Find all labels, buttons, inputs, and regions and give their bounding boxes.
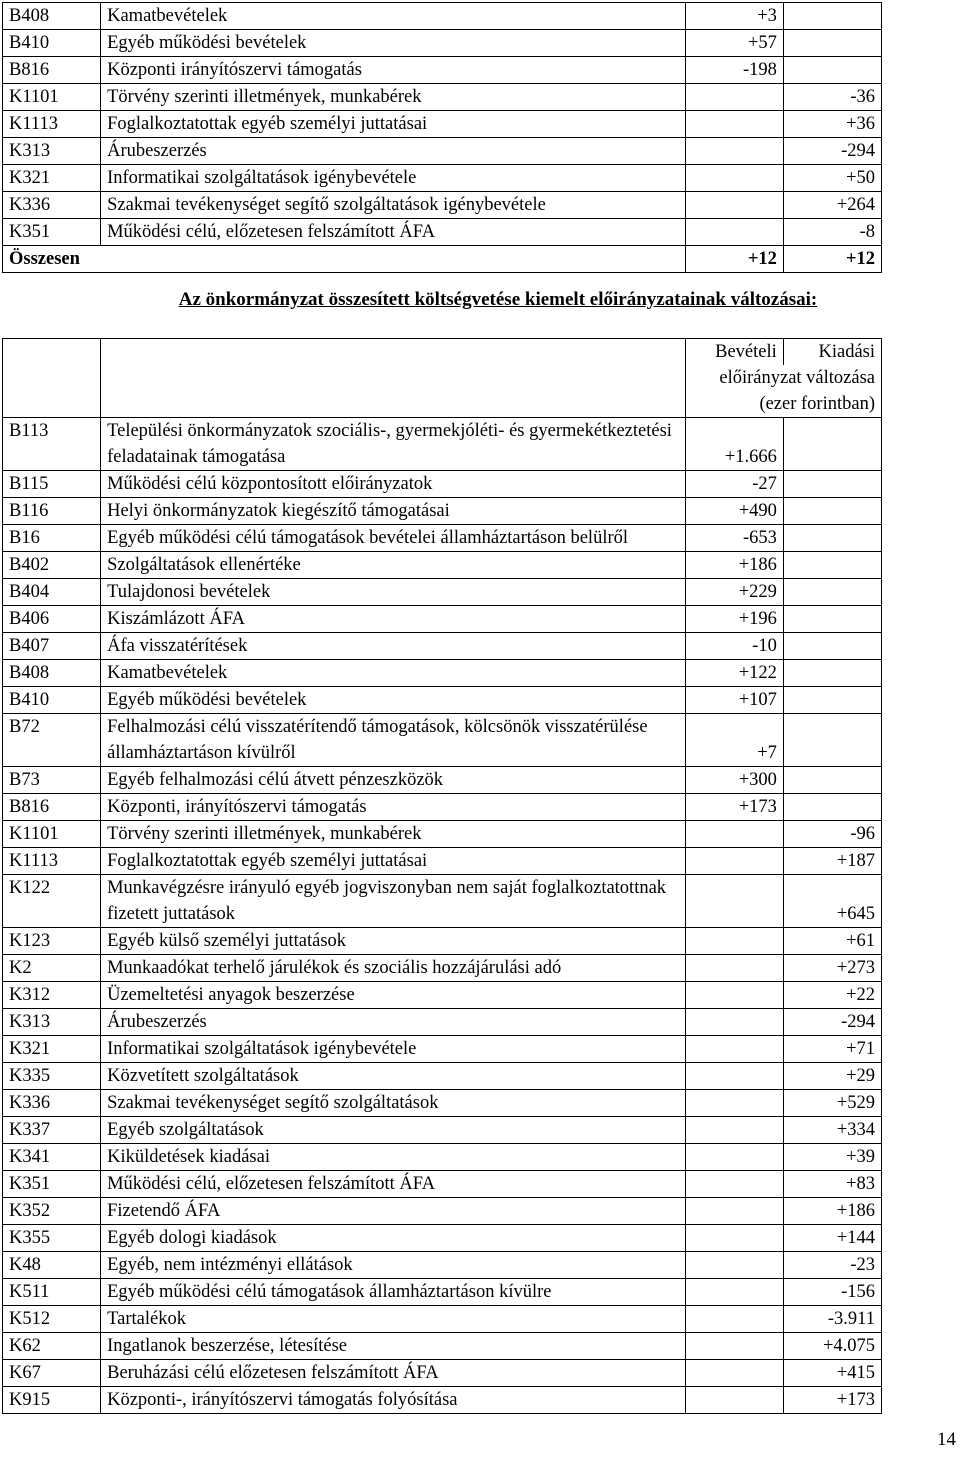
row-revenue <box>685 1117 783 1144</box>
table-row <box>3 1171 882 1198</box>
row-name: Tartalékok <box>101 1306 686 1333</box>
row-expense <box>783 30 881 57</box>
row-code: B816 <box>3 794 101 821</box>
row-expense: +186 <box>783 1198 881 1225</box>
row-name: Helyi önkormányzatok kiegészítő támogatásai <box>101 498 686 525</box>
top-budget-table <box>2 2 882 273</box>
row-revenue: +300 <box>685 767 783 794</box>
row-revenue <box>685 955 783 982</box>
row-code: B113 <box>3 418 101 471</box>
table-row <box>3 3 882 30</box>
row-expense: +4.075 <box>783 1333 881 1360</box>
table-row <box>3 165 882 192</box>
table-row <box>3 138 882 165</box>
row-revenue: +186 <box>685 552 783 579</box>
total-row <box>3 246 882 273</box>
row-expense <box>783 498 881 525</box>
row-expense <box>783 552 881 579</box>
row-code: B16 <box>3 525 101 552</box>
row-code: B408 <box>3 3 101 30</box>
row-expense: +61 <box>783 928 881 955</box>
row-expense: -3.911 <box>783 1306 881 1333</box>
row-name: Kiküldetések kiadásai <box>101 1144 686 1171</box>
row-revenue <box>685 192 783 219</box>
row-expense: -8 <box>783 219 881 246</box>
row-name: Szakmai tevékenységet segítő szolgáltatások <box>101 1090 686 1117</box>
row-expense <box>783 767 881 794</box>
row-expense <box>783 471 881 498</box>
total-revenue: +12 <box>685 246 783 273</box>
row-code: K123 <box>3 928 101 955</box>
row-name: Egyéb működési bevételek <box>101 687 686 714</box>
row-code: K67 <box>3 1360 101 1387</box>
row-code: K511 <box>3 1279 101 1306</box>
row-name: Egyéb, nem intézményi ellátások <box>101 1252 686 1279</box>
row-name: Beruházási célú előzetesen felszámított ÁFA <box>101 1360 686 1387</box>
total-label: Összesen <box>3 246 686 273</box>
table-row <box>3 471 882 498</box>
row-expense: +273 <box>783 955 881 982</box>
row-code: B73 <box>3 767 101 794</box>
row-expense: +264 <box>783 192 881 219</box>
table-row <box>3 525 882 552</box>
row-name: Szakmai tevékenységet segítő szolgáltatások igénybevétele <box>101 192 686 219</box>
row-revenue: +196 <box>685 606 783 633</box>
row-code: K335 <box>3 1063 101 1090</box>
row-name: Egyéb működési célú támogatások államháztartáson kívülre <box>101 1279 686 1306</box>
row-name: Árubeszerzés <box>101 138 686 165</box>
table-row <box>3 1036 882 1063</box>
row-revenue: +1.666 <box>685 418 783 471</box>
row-name: Egyéb felhalmozási célú átvett pénzeszközök <box>101 767 686 794</box>
table-row <box>3 219 882 246</box>
row-name: Foglalkoztatottak egyéb személyi juttatásai <box>101 848 686 875</box>
row-name: Kamatbevételek <box>101 3 686 30</box>
row-expense <box>783 794 881 821</box>
table-row <box>3 1306 882 1333</box>
row-revenue <box>685 1225 783 1252</box>
row-name: Közvetített szolgáltatások <box>101 1063 686 1090</box>
row-name: Egyéb szolgáltatások <box>101 1117 686 1144</box>
table-row <box>3 192 882 219</box>
row-revenue <box>685 848 783 875</box>
row-code: K313 <box>3 1009 101 1036</box>
table-row <box>3 552 882 579</box>
header-unit: (ezer forintban) <box>759 394 875 414</box>
row-name: Törvény szerinti illetmények, munkabérek <box>101 821 686 848</box>
table-row <box>3 1252 882 1279</box>
row-revenue <box>685 1387 783 1414</box>
row-revenue <box>685 138 783 165</box>
row-expense: +173 <box>783 1387 881 1414</box>
row-code: B410 <box>3 30 101 57</box>
row-expense <box>783 633 881 660</box>
row-code: K352 <box>3 1198 101 1225</box>
row-code: K1101 <box>3 821 101 848</box>
row-expense: +415 <box>783 1360 881 1387</box>
table-row <box>3 633 882 660</box>
row-name: Központi-, irányítószervi támogatás folyósítása <box>101 1387 686 1414</box>
table-row <box>3 579 882 606</box>
row-expense: +187 <box>783 848 881 875</box>
row-code: K336 <box>3 192 101 219</box>
row-revenue: +7 <box>685 714 783 767</box>
table-row <box>3 1279 882 1306</box>
row-code: K512 <box>3 1306 101 1333</box>
table-row <box>3 1387 882 1414</box>
row-name: Egyéb külső személyi juttatások <box>101 928 686 955</box>
row-revenue <box>685 165 783 192</box>
row-revenue <box>685 1009 783 1036</box>
row-name: Működési célú központosított előirányzatok <box>101 471 686 498</box>
total-expense: +12 <box>783 246 881 273</box>
row-code: K312 <box>3 982 101 1009</box>
table-row <box>3 606 882 633</box>
row-code: K122 <box>3 875 101 928</box>
row-code: K313 <box>3 138 101 165</box>
row-revenue <box>685 1198 783 1225</box>
row-code: K48 <box>3 1252 101 1279</box>
row-expense: +50 <box>783 165 881 192</box>
row-name: Központi irányítószervi támogatás <box>101 57 686 84</box>
row-name: Települési önkormányzatok szociális-, gyermekjóléti- és gyermekétkeztetési feladatainak támogatása <box>101 418 686 471</box>
row-revenue <box>685 1279 783 1306</box>
row-code: K915 <box>3 1387 101 1414</box>
row-code: K1101 <box>3 84 101 111</box>
header-empty-name <box>101 339 686 418</box>
row-expense: +529 <box>783 1090 881 1117</box>
row-code: K62 <box>3 1333 101 1360</box>
row-revenue: -198 <box>685 57 783 84</box>
row-name: Üzemeltetési anyagok beszerzése <box>101 982 686 1009</box>
row-expense <box>783 525 881 552</box>
table-row <box>3 928 882 955</box>
table-row <box>3 1144 882 1171</box>
row-expense: -36 <box>783 84 881 111</box>
row-code: B72 <box>3 714 101 767</box>
row-expense: -294 <box>783 138 881 165</box>
row-code: K2 <box>3 955 101 982</box>
row-code: B408 <box>3 660 101 687</box>
row-expense: -156 <box>783 1279 881 1306</box>
row-code: B115 <box>3 471 101 498</box>
row-name: Foglalkoztatottak egyéb személyi juttatásai <box>101 111 686 138</box>
row-expense: +144 <box>783 1225 881 1252</box>
row-name: Törvény szerinti illetmények, munkabérek <box>101 84 686 111</box>
row-name: Áfa visszatérítések <box>101 633 686 660</box>
row-expense: -294 <box>783 1009 881 1036</box>
row-expense <box>783 418 881 471</box>
table-row <box>3 875 882 928</box>
row-code: K1113 <box>3 848 101 875</box>
row-code: B116 <box>3 498 101 525</box>
table-row <box>3 848 882 875</box>
header-expense-label: Kiadási <box>818 342 875 362</box>
header-column-labels <box>685 339 881 418</box>
row-revenue <box>685 1144 783 1171</box>
row-revenue: -653 <box>685 525 783 552</box>
table-row <box>3 1009 882 1036</box>
row-name: Egyéb működési célú támogatások bevételei államháztartáson belülről <box>101 525 686 552</box>
row-revenue: +107 <box>685 687 783 714</box>
table-row <box>3 84 882 111</box>
table-row <box>3 687 882 714</box>
row-revenue <box>685 982 783 1009</box>
row-revenue: +122 <box>685 660 783 687</box>
row-name: Kiszámlázott ÁFA <box>101 606 686 633</box>
row-name: Egyéb dologi kiadások <box>101 1225 686 1252</box>
table-row <box>3 57 882 84</box>
row-expense <box>783 660 881 687</box>
table-row <box>3 498 882 525</box>
row-expense: +645 <box>783 875 881 928</box>
row-expense: +39 <box>783 1144 881 1171</box>
row-expense <box>783 606 881 633</box>
row-name: Felhalmozási célú visszatérítendő támogatások, kölcsönök visszatérülése államháztartáson kívülről <box>101 714 686 767</box>
table-row <box>3 794 882 821</box>
row-name: Tulajdonosi bevételek <box>101 579 686 606</box>
row-code: K336 <box>3 1090 101 1117</box>
row-code: K351 <box>3 1171 101 1198</box>
row-code: K321 <box>3 1036 101 1063</box>
row-revenue <box>685 821 783 848</box>
row-name: Munkavégzésre irányuló egyéb jogviszonyban nem saját foglalkoztatottnak fizetett juttatások <box>101 875 686 928</box>
header-empty-code <box>3 339 101 418</box>
row-code: B406 <box>3 606 101 633</box>
table-row <box>3 660 882 687</box>
table-row <box>3 767 882 794</box>
row-name: Egyéb működési bevételek <box>101 30 686 57</box>
table-row <box>3 1333 882 1360</box>
table-row <box>3 1225 882 1252</box>
row-expense <box>783 3 881 30</box>
table-row <box>3 1090 882 1117</box>
row-expense: +22 <box>783 982 881 1009</box>
row-code: B410 <box>3 687 101 714</box>
row-name: Árubeszerzés <box>101 1009 686 1036</box>
row-code: K321 <box>3 165 101 192</box>
row-revenue <box>685 1090 783 1117</box>
page-number: 14 <box>937 1429 956 1450</box>
row-code: B816 <box>3 57 101 84</box>
row-revenue: +490 <box>685 498 783 525</box>
row-code: K337 <box>3 1117 101 1144</box>
row-revenue: +57 <box>685 30 783 57</box>
row-revenue <box>685 1252 783 1279</box>
row-code: K1113 <box>3 111 101 138</box>
row-expense: -23 <box>783 1252 881 1279</box>
table-row <box>3 714 882 767</box>
row-revenue <box>685 84 783 111</box>
row-revenue <box>685 1360 783 1387</box>
row-expense <box>783 579 881 606</box>
row-expense: +36 <box>783 111 881 138</box>
section-heading: Az önkormányzat összesített költségvetése kiemelt előirányzatainak változásai: <box>178 289 818 310</box>
row-name: Fizetendő ÁFA <box>101 1198 686 1225</box>
table-row <box>3 982 882 1009</box>
row-name: Ingatlanok beszerzése, létesítése <box>101 1333 686 1360</box>
row-revenue <box>685 1063 783 1090</box>
row-revenue: +3 <box>685 3 783 30</box>
row-name: Szolgáltatások ellenértéke <box>101 552 686 579</box>
row-name: Működési célú, előzetesen felszámított ÁFA <box>101 1171 686 1198</box>
table-row <box>3 418 882 471</box>
row-expense <box>783 714 881 767</box>
row-code: K351 <box>3 219 101 246</box>
row-expense: +29 <box>783 1063 881 1090</box>
row-revenue <box>685 1036 783 1063</box>
row-revenue: +229 <box>685 579 783 606</box>
row-revenue <box>685 875 783 928</box>
row-revenue <box>685 111 783 138</box>
table-row <box>3 955 882 982</box>
row-code: K341 <box>3 1144 101 1171</box>
row-revenue <box>685 1171 783 1198</box>
row-code: K355 <box>3 1225 101 1252</box>
row-revenue: -10 <box>685 633 783 660</box>
table-header-row <box>3 339 882 418</box>
row-name: Munkaadókat terhelő járulékok és szociális hozzájárulási adó <box>101 955 686 982</box>
table-row <box>3 1360 882 1387</box>
table-row <box>3 1063 882 1090</box>
summary-budget-table <box>2 338 882 1414</box>
row-name: Működési célú, előzetesen felszámított ÁFA <box>101 219 686 246</box>
table-row <box>3 30 882 57</box>
table-row <box>3 111 882 138</box>
table-row <box>3 1117 882 1144</box>
row-expense: -96 <box>783 821 881 848</box>
table-row <box>3 821 882 848</box>
row-name: Informatikai szolgáltatások igénybevétele <box>101 165 686 192</box>
header-revenue-label: Bevételi <box>686 339 784 365</box>
row-revenue <box>685 1333 783 1360</box>
row-expense <box>783 57 881 84</box>
row-expense: +334 <box>783 1117 881 1144</box>
row-expense: +71 <box>783 1036 881 1063</box>
row-revenue: -27 <box>685 471 783 498</box>
row-revenue <box>685 219 783 246</box>
row-expense: +83 <box>783 1171 881 1198</box>
header-line2: előirányzat változása <box>719 368 875 388</box>
row-name: Központi, irányítószervi támogatás <box>101 794 686 821</box>
row-code: B402 <box>3 552 101 579</box>
row-revenue <box>685 1306 783 1333</box>
row-code: B404 <box>3 579 101 606</box>
row-name: Informatikai szolgáltatások igénybevétele <box>101 1036 686 1063</box>
row-code: B407 <box>3 633 101 660</box>
row-expense <box>783 687 881 714</box>
row-revenue <box>685 928 783 955</box>
row-name: Kamatbevételek <box>101 660 686 687</box>
row-revenue: +173 <box>685 794 783 821</box>
table-row <box>3 1198 882 1225</box>
